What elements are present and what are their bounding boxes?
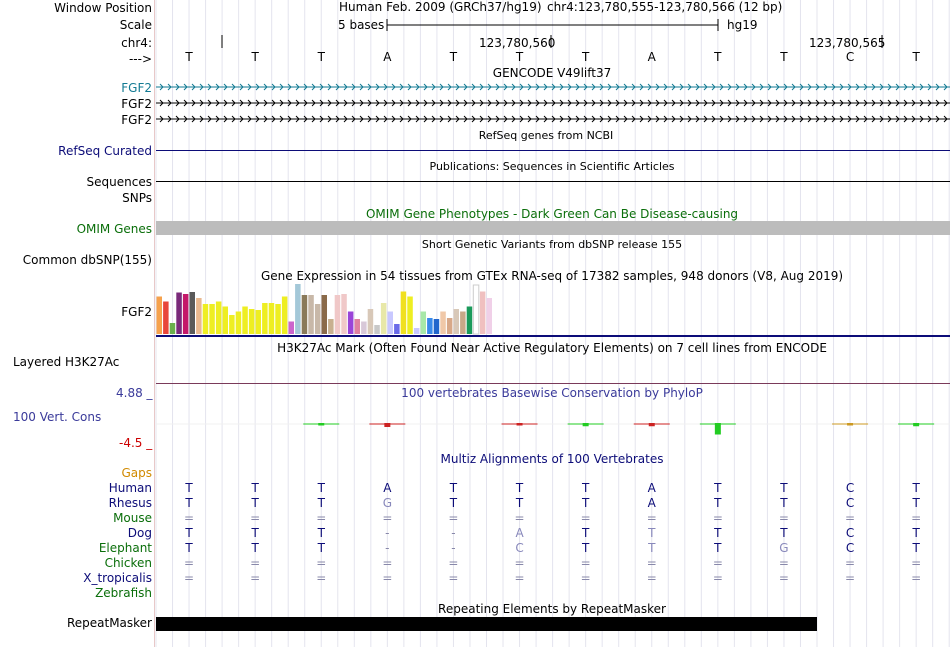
sequences-line[interactable] (156, 181, 950, 182)
gencode-track-title[interactable]: GENCODE V49lift37 (492, 66, 612, 80)
gtex-tissue-bar (275, 304, 281, 334)
pubs-track-title[interactable]: Publications: Sequences in Scientific Articles (429, 160, 675, 173)
species-label[interactable]: Dog (127, 526, 152, 540)
window-position-label[interactable]: Window Position (54, 1, 152, 15)
gtex-tissue-bar (381, 303, 387, 334)
gtex-tissue-bar (374, 325, 380, 334)
snps-label[interactable]: SNPs (122, 191, 152, 205)
coordinate-ticks (0, 34, 950, 50)
species-label[interactable]: Chicken (104, 556, 152, 570)
phylop-plot[interactable] (156, 400, 950, 440)
species-label[interactable]: Mouse (113, 511, 152, 525)
scale-label[interactable]: Scale (119, 18, 152, 32)
gencode-transcript (156, 116, 950, 122)
assembly-title: Human Feb. 2009 (GRCh37/hg19) (339, 0, 542, 14)
gtex-tissue-bar (335, 295, 341, 334)
gtex-tissue-bar (176, 293, 182, 335)
h3k27ac-baseline (156, 383, 950, 384)
gtex-tissue-bar (190, 292, 196, 334)
gencode-transcript (156, 100, 950, 106)
gtex-tissue-bar (348, 312, 354, 335)
phylop-score-bar (583, 423, 589, 426)
refseq-line[interactable] (156, 150, 950, 151)
gtex-tissue-bar (361, 322, 367, 335)
omim-track-title[interactable]: OMIM Gene Phenotypes - Dark Green Can Be Disease-causing (365, 207, 739, 221)
species-label[interactable]: Elephant (98, 541, 152, 555)
omim-label[interactable]: OMIM Genes (76, 222, 152, 236)
dbsnp-track-title[interactable]: Short Genetic Variants from dbSNP release 155 (421, 238, 683, 251)
gtex-bar-chart[interactable] (156, 284, 556, 336)
phylop-score-bar (318, 423, 324, 426)
phylop-score-bar (384, 423, 390, 427)
gtex-tissue-bar (249, 309, 255, 334)
refseq-label[interactable]: RefSeq Curated (58, 144, 152, 158)
gtex-tissue-bar (256, 310, 262, 334)
gtex-tissue-bar (355, 319, 361, 334)
gtex-tissue-bar (341, 294, 347, 334)
gtex-tissue-bar (269, 303, 275, 334)
phylop-score-bar (715, 423, 721, 435)
scale-text: 5 bases (338, 18, 385, 32)
phylop-score-bar (649, 423, 655, 426)
phylop-label[interactable]: 100 Vert. Cons (13, 410, 102, 424)
species-label[interactable]: Rhesus (108, 496, 152, 510)
gtex-tissue-bar (454, 309, 460, 334)
dbsnp-label[interactable]: Common dbSNP(155) (22, 253, 152, 267)
gtex-tissue-bar (322, 295, 328, 334)
rmsk-feature[interactable] (156, 617, 817, 631)
gtex-track-title[interactable]: Gene Expression in 54 tissues from GTEx RNA-seq of 17382 samples, 948 donors (V8, Aug 2019) (260, 269, 844, 283)
gtex-tissue-bar (414, 328, 420, 334)
species-label[interactable]: X_tropicalis (83, 571, 152, 585)
db-label: hg19 (727, 18, 758, 32)
species-label[interactable]: Zebrafish (95, 586, 152, 600)
gtex-tissue-bar (157, 297, 163, 335)
gtex-tissue-bar (440, 312, 446, 335)
coordinate-560: 123,780,560 (479, 36, 556, 50)
refseq-track-title[interactable]: RefSeq genes from NCBI (478, 129, 614, 142)
phylop-score-bar (913, 423, 919, 426)
gencode-item-3[interactable]: FGF2 (121, 113, 152, 127)
gtex-tissue-bar (447, 318, 453, 334)
chrom-label[interactable]: chr4: (121, 36, 152, 50)
gencode-item-1[interactable]: FGF2 (121, 81, 152, 95)
phylop-track-title[interactable]: 100 vertebrates Basewise Conservation by PhyloP (401, 386, 703, 400)
gtex-tissue-bar (473, 285, 479, 334)
gtex-tissue-bar (282, 297, 288, 335)
phylop-score-bar (847, 423, 853, 426)
gencode-transcripts[interactable] (156, 82, 950, 126)
gencode-transcript (156, 84, 950, 90)
gtex-tissue-bar (328, 319, 334, 334)
rmsk-track-title[interactable]: Repeating Elements by RepeatMasker (438, 602, 666, 616)
omim-feature[interactable] (156, 221, 950, 235)
gtex-tissue-bar (242, 307, 248, 335)
gtex-tissue-bar (368, 309, 374, 334)
gtex-tissue-bar (196, 298, 202, 334)
phylop-score-bar (517, 423, 523, 426)
rmsk-label[interactable]: RepeatMasker (66, 616, 152, 630)
position-readout: chr4:123,780,555-123,780,566 (12 bp) (547, 0, 783, 14)
gtex-tissue-bar (407, 297, 413, 335)
gtex-tissue-bar (460, 312, 466, 335)
gtex-tissue-bar (388, 312, 394, 335)
multiz-track-title[interactable]: Multiz Alignments of 100 Vertebrates (440, 452, 664, 466)
gtex-tissue-bar (229, 315, 235, 334)
gtex-tissue-bar (401, 292, 407, 335)
gtex-label[interactable]: FGF2 (121, 305, 152, 319)
gtex-tissue-bar (467, 307, 473, 335)
gtex-tissue-bar (421, 312, 427, 335)
gtex-tissue-bar (163, 302, 169, 335)
gtex-tissue-bar (315, 304, 321, 334)
gtex-tissue-bar (216, 302, 222, 335)
scale-bar (386, 17, 720, 33)
h3k27ac-track-title[interactable]: H3K27Ac Mark (Often Found Near Active Regulatory Elements) on 7 cell lines from ENCODE (277, 341, 827, 355)
phylop-ymax: 4.88 _ (116, 386, 153, 400)
sequences-label[interactable]: Sequences (86, 175, 152, 189)
gtex-tissue-bar (170, 323, 176, 334)
gtex-tissue-bar (209, 304, 215, 334)
species-label[interactable]: Human (108, 481, 152, 495)
h3k27ac-label[interactable]: Layered H3K27Ac (13, 355, 120, 369)
gtex-tissue-bar (308, 295, 314, 334)
gtex-tissue-bar (434, 319, 440, 334)
gencode-item-2[interactable]: FGF2 (121, 97, 152, 111)
gtex-tissue-bar (427, 318, 433, 334)
gtex-tissue-bar (394, 324, 400, 334)
gtex-tissue-bar (289, 322, 295, 335)
gtex-baseline (156, 335, 950, 337)
genome-browser-image[interactable]: Window Position Scale chr4: ---> Human Feb. 2009 (GRCh37/hg19) chr4:123,780,555-123,780,566 (12 bp) 5 bases hg19 123,780,560 123,780,565 T T T A T T T A T T C T GENCODE V49lift37 FGF2 FGF2 FGF2 RefSeq genes from NCBI RefSeq Curated Publications: Sequences in Scientific Articles Sequences SNPs OMIM Gene Phenotypes - Dark Green Can Be Disease-causing OMIM Genes Short Genetic Variants from dbSNP release 155 Common dbSNP(155) Gene Expression in 54 tissues from GTEx RNA-seq of 17382 samples, 948 donors (V8, Aug 2019) FGF2 H3K27Ac Mark (Often Found Near Active Regulatory Elements) on 7 cell lines from ENCODE Layered H3K27Ac 100 vertebrates Basewise Conservation by PhyloP 4.88 _ 100 Vert. Cons -4.5 _ Multiz Alignments of 100 Vertebrates Gaps Human T T T A T T T A T T C T Rhesus T T T G T T T A T T C T Mouse = = = = = = = = = = = = Dog T T T - - A T T T T C T Elephant T T T - - C T T T G C T Chicken = = = = = = = = = = = = X_tropicalis = = = = = = = = = = = = Zebrafish Repeating Elements by RepeatMasker RepeatMasker (0, 0, 950, 647)
gtex-tissue-bar (480, 292, 486, 335)
gtex-tissue-bar (262, 303, 268, 334)
coordinate-565: 123,780,565 (809, 36, 886, 50)
gtex-tissue-bar (236, 312, 242, 335)
gtex-tissue-bar (302, 295, 308, 334)
gtex-tissue-bar (183, 294, 189, 334)
gtex-tissue-bar (203, 304, 209, 334)
gtex-tissue-bar (223, 307, 229, 335)
phylop-ymin: -4.5 _ (119, 436, 153, 450)
gtex-tissue-bar (295, 284, 301, 334)
strand-arrow-label[interactable]: ---> (128, 52, 152, 66)
gtex-tissue-bar (487, 298, 493, 334)
gaps-label[interactable]: Gaps (121, 466, 152, 480)
